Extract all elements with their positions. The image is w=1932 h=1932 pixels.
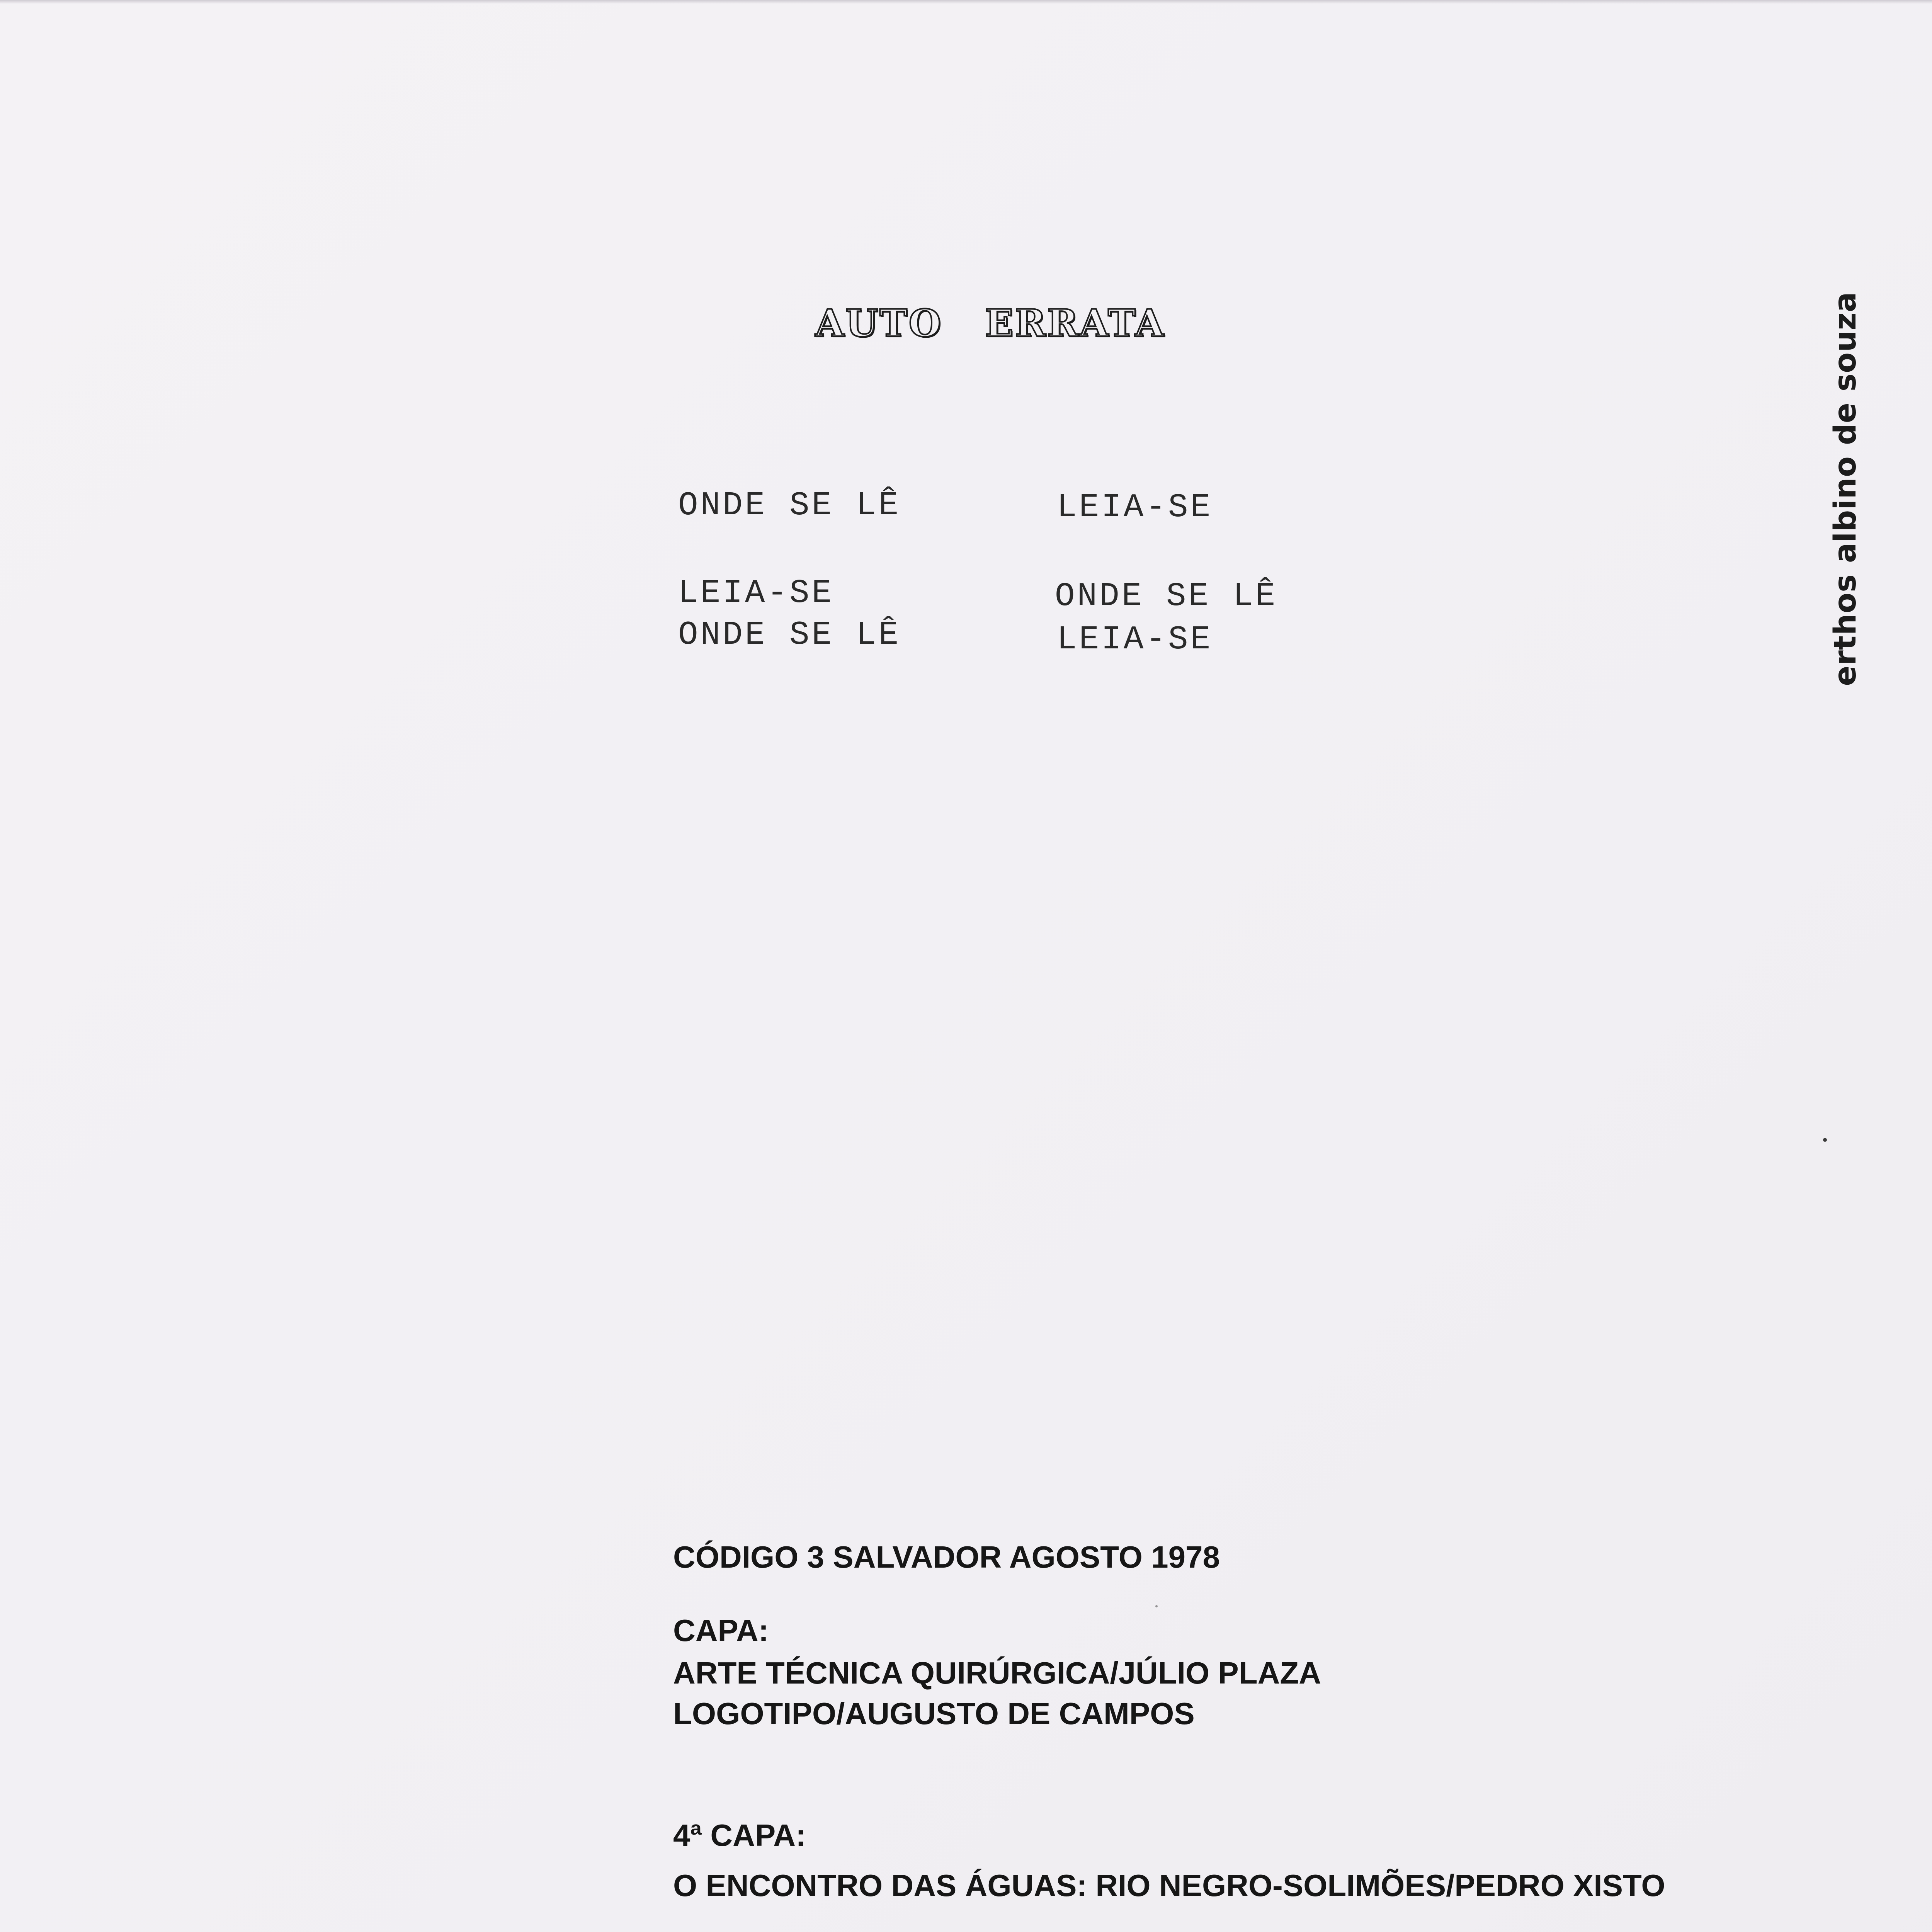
errata-row-2-right: ONDE SE LÊ (1055, 577, 1278, 615)
page-top-edge (0, 0, 1932, 4)
errata-row-3-right: LEIA-SE (1057, 621, 1213, 658)
errata-row-1-left: ONDE SE LÊ (678, 486, 901, 524)
back-cover-line: O ENCONTRO DAS ÁGUAS: RIO NEGRO-SOLIMÕES/PEDRO XISTO (673, 1868, 1665, 1903)
errata-title-word-errata: ERRATA (985, 301, 1165, 345)
author-vertical (1822, 291, 1869, 686)
issue-line: CÓDIGO 3 SALVADOR AGOSTO 1978 (673, 1540, 1220, 1574)
errata-row-2-left: LEIA-SE (678, 574, 834, 612)
errata-row-3-left: ONDE SE LÊ (678, 616, 901, 654)
print-speck (1823, 1138, 1827, 1142)
back-cover-label: 4ª CAPA: (673, 1818, 806, 1852)
print-speck (1155, 1605, 1158, 1607)
errata-title-word-auto: AUTO (815, 301, 943, 345)
errata-row-1-right: LEIA-SE (1057, 488, 1213, 526)
cover-label: CAPA: (673, 1613, 769, 1648)
cover-line-logo: LOGOTIPO/AUGUSTO DE CAMPOS (673, 1696, 1195, 1731)
author-vertical-text: erthos albino de souza (1828, 291, 1863, 686)
errata-title (815, 301, 1165, 345)
cover-line-art: ARTE TÉCNICA QUIRÚRGICA/JÚLIO PLAZA (673, 1656, 1321, 1690)
